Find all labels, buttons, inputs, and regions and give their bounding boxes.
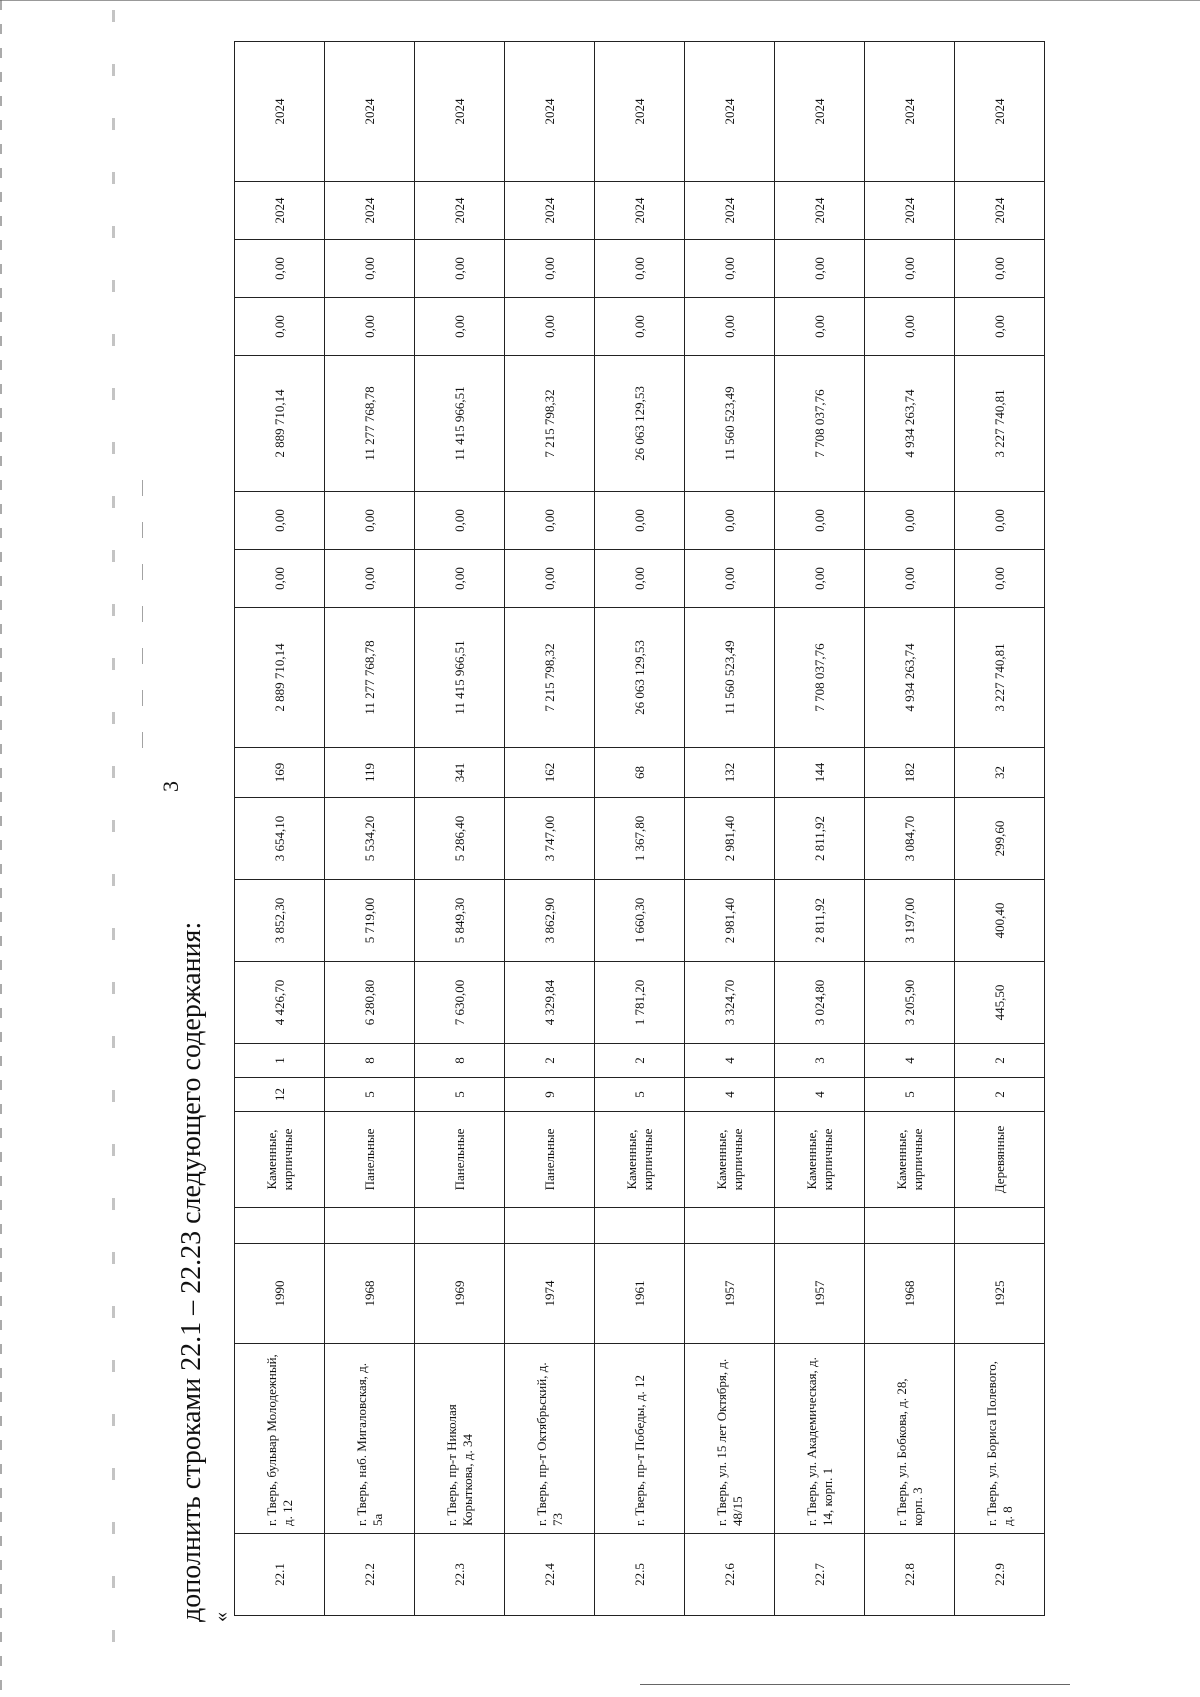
- cell-funds-local: 0,00: [865, 298, 955, 356]
- cell-funds-owners: 2 889 710,14: [235, 356, 325, 492]
- cell-funds-federal: 0,00: [235, 550, 325, 608]
- cell-area-total: 7 630,00: [415, 962, 505, 1044]
- cell-funds-other: 0,00: [775, 240, 865, 298]
- cell-funds-federal: 0,00: [595, 550, 685, 608]
- cell-row-number: 22.1: [235, 1534, 325, 1616]
- cell-row-number: 22.8: [865, 1534, 955, 1616]
- cell-funds-federal: 0,00: [775, 550, 865, 608]
- cell-floors: 5: [595, 1078, 685, 1112]
- cell-floors: 4: [685, 1078, 775, 1112]
- cell-commission-year: 1957: [775, 1244, 865, 1344]
- cell-wall-material: Каменные, кирпичные: [235, 1112, 325, 1208]
- cell-funds-regional: 0,00: [685, 492, 775, 550]
- cell-address: г. Тверь, ул. Бобкова, д. 28, корп. 3: [865, 1344, 955, 1534]
- cell-address: г. Тверь, пр-т Октябрьский, д. 73: [505, 1344, 595, 1534]
- cell-address: г. Тверь, ул. 15 лет Октября, д. 48/15: [685, 1344, 775, 1534]
- cell-commission-year: 1968: [325, 1244, 415, 1344]
- cell-row-number: 22.6: [685, 1534, 775, 1616]
- table-body: [235, 42, 1045, 1616]
- cell-row-number: 22.5: [595, 1534, 685, 1616]
- cell-cost-total: 26 063 129,53: [595, 608, 685, 748]
- cell-entrances: 4: [865, 1044, 955, 1078]
- cell-wall-material: Панельные: [505, 1112, 595, 1208]
- cell-floors: 5: [325, 1078, 415, 1112]
- cell-row-number: 22.3: [415, 1534, 505, 1616]
- table-row: [685, 42, 775, 1616]
- cell-cost-total: 11 415 966,51: [415, 608, 505, 748]
- cell-funds-local: 0,00: [775, 298, 865, 356]
- table-row: [775, 42, 865, 1616]
- cell-year-plan: 2024: [595, 182, 685, 240]
- cell-area-residential: 299,60: [955, 798, 1045, 880]
- cell-cost-total: 7 708 037,76: [775, 608, 865, 748]
- table-row: [865, 42, 955, 1616]
- cell-cost-total: 2 889 710,14: [235, 608, 325, 748]
- cell-area-residential: 2 981,40: [685, 798, 775, 880]
- cell-cost-total: 3 227 740,81: [955, 608, 1045, 748]
- scan-bottom-line: [640, 1684, 1070, 1685]
- cell-funds-federal: 0,00: [955, 550, 1045, 608]
- cell-year-plan: 2024: [505, 182, 595, 240]
- cell-blank: [235, 1208, 325, 1244]
- cell-blank: [505, 1208, 595, 1244]
- cell-commission-year: 1969: [415, 1244, 505, 1344]
- scan-cut-marks: [112, 10, 115, 1680]
- table-row: [955, 42, 1045, 1616]
- cell-area-premises: 2 811,92: [775, 880, 865, 962]
- houses-table: [234, 41, 1045, 1616]
- table-row: [505, 42, 595, 1616]
- cell-entrances: 3: [775, 1044, 865, 1078]
- cell-cost-total: 11 560 523,49: [685, 608, 775, 748]
- cell-residents: 68: [595, 748, 685, 798]
- cell-funds-regional: 0,00: [775, 492, 865, 550]
- cell-year-done: 2024: [595, 42, 685, 182]
- cell-commission-year: 1990: [235, 1244, 325, 1344]
- cell-funds-federal: 0,00: [865, 550, 955, 608]
- cell-area-premises: 2 981,40: [685, 880, 775, 962]
- cell-area-residential: 3 747,00: [505, 798, 595, 880]
- cell-address: г. Тверь, ул. Бориса Полевого, д. 8: [955, 1344, 1045, 1534]
- cell-entrances: 2: [595, 1044, 685, 1078]
- cell-blank: [955, 1208, 1045, 1244]
- cell-year-done: 2024: [955, 42, 1045, 182]
- cell-area-total: 3 024,80: [775, 962, 865, 1044]
- cell-year-plan: 2024: [775, 182, 865, 240]
- cell-wall-material: Деревянные: [955, 1112, 1045, 1208]
- cell-blank: [775, 1208, 865, 1244]
- cell-residents: 182: [865, 748, 955, 798]
- cell-funds-regional: 0,00: [235, 492, 325, 550]
- table-row: [415, 42, 505, 1616]
- cell-cost-total: 11 277 768,78: [325, 608, 415, 748]
- cell-entrances: 1: [235, 1044, 325, 1078]
- cell-funds-owners: 11 277 768,78: [325, 356, 415, 492]
- cell-entrances: 4: [685, 1044, 775, 1078]
- cell-residents: 162: [505, 748, 595, 798]
- cell-area-residential: 3 084,70: [865, 798, 955, 880]
- cell-funds-other: 0,00: [415, 240, 505, 298]
- cell-commission-year: 1974: [505, 1244, 595, 1344]
- cell-floors: 2: [955, 1078, 1045, 1112]
- cell-blank: [685, 1208, 775, 1244]
- cell-area-total: 4 329,84: [505, 962, 595, 1044]
- cell-wall-material: Каменные, кирпичные: [685, 1112, 775, 1208]
- cell-cost-total: 7 215 798,32: [505, 608, 595, 748]
- cell-funds-other: 0,00: [235, 240, 325, 298]
- cell-area-premises: 3 852,30: [235, 880, 325, 962]
- cell-funds-other: 0,00: [505, 240, 595, 298]
- cell-year-plan: 2024: [325, 182, 415, 240]
- cell-wall-material: Панельные: [325, 1112, 415, 1208]
- cell-address: г. Тверь, пр-т Николая Корыткова, д. 34: [415, 1344, 505, 1534]
- cell-funds-regional: 0,00: [415, 492, 505, 550]
- cell-area-residential: 5 534,20: [325, 798, 415, 880]
- cell-funds-other: 0,00: [685, 240, 775, 298]
- cell-funds-regional: 0,00: [955, 492, 1045, 550]
- cell-address: г. Тверь, ул. Академическая, д. 14, корп. 1: [775, 1344, 865, 1534]
- cell-commission-year: 1925: [955, 1244, 1045, 1344]
- cell-funds-local: 0,00: [415, 298, 505, 356]
- cell-funds-local: 0,00: [685, 298, 775, 356]
- cell-blank: [865, 1208, 955, 1244]
- cell-row-number: 22.9: [955, 1534, 1045, 1616]
- cell-year-done: 2024: [505, 42, 595, 182]
- cell-area-total: 6 280,80: [325, 962, 415, 1044]
- cell-funds-local: 0,00: [325, 298, 415, 356]
- cell-entrances: 8: [325, 1044, 415, 1078]
- cell-funds-owners: 7 215 798,32: [505, 356, 595, 492]
- cell-area-premises: 3 862,90: [505, 880, 595, 962]
- cell-residents: 169: [235, 748, 325, 798]
- cell-wall-material: Каменные, кирпичные: [865, 1112, 955, 1208]
- table-row: [325, 42, 415, 1616]
- cell-row-number: 22.7: [775, 1534, 865, 1616]
- scan-left-edge: [0, 0, 2, 1697]
- cell-year-plan: 2024: [685, 182, 775, 240]
- cell-floors: 9: [505, 1078, 595, 1112]
- cell-residents: 341: [415, 748, 505, 798]
- cell-address: г. Тверь, бульвар Молодежный, д. 12: [235, 1344, 325, 1534]
- cell-funds-other: 0,00: [865, 240, 955, 298]
- cell-year-plan: 2024: [415, 182, 505, 240]
- cell-year-done: 2024: [235, 42, 325, 182]
- cell-entrances: 8: [415, 1044, 505, 1078]
- cell-cost-total: 4 934 263,74: [865, 608, 955, 748]
- opening-quote: «: [210, 1612, 232, 1622]
- cell-funds-regional: 0,00: [325, 492, 415, 550]
- cell-year-done: 2024: [325, 42, 415, 182]
- cell-funds-regional: 0,00: [865, 492, 955, 550]
- cell-floors: 5: [415, 1078, 505, 1112]
- cell-year-done: 2024: [685, 42, 775, 182]
- cell-funds-local: 0,00: [235, 298, 325, 356]
- cell-wall-material: Каменные, кирпичные: [595, 1112, 685, 1208]
- cell-area-residential: 1 367,80: [595, 798, 685, 880]
- cell-residents: 32: [955, 748, 1045, 798]
- table-row: [595, 42, 685, 1616]
- cell-residents: 132: [685, 748, 775, 798]
- cell-wall-material: Каменные, кирпичные: [775, 1112, 865, 1208]
- cell-funds-other: 0,00: [325, 240, 415, 298]
- cell-funds-local: 0,00: [505, 298, 595, 356]
- cell-funds-owners: 7 708 037,76: [775, 356, 865, 492]
- cell-area-residential: 3 654,10: [235, 798, 325, 880]
- cell-residents: 144: [775, 748, 865, 798]
- cell-funds-owners: 26 063 129,53: [595, 356, 685, 492]
- cell-row-number: 22.2: [325, 1534, 415, 1616]
- cell-funds-federal: 0,00: [415, 550, 505, 608]
- rotated-content: [158, 62, 1058, 1622]
- cell-year-plan: 2024: [955, 182, 1045, 240]
- cell-residents: 119: [325, 748, 415, 798]
- cell-area-premises: 5 719,00: [325, 880, 415, 962]
- cell-funds-regional: 0,00: [505, 492, 595, 550]
- page-number: 3: [158, 781, 183, 792]
- cell-entrances: 2: [955, 1044, 1045, 1078]
- cell-funds-owners: 3 227 740,81: [955, 356, 1045, 492]
- cell-commission-year: 1961: [595, 1244, 685, 1344]
- cell-row-number: 22.4: [505, 1534, 595, 1616]
- cell-area-residential: 2 811,92: [775, 798, 865, 880]
- cell-area-total: 1 781,20: [595, 962, 685, 1044]
- cell-funds-owners: 4 934 263,74: [865, 356, 955, 492]
- cell-floors: 12: [235, 1078, 325, 1112]
- cell-area-premises: 1 660,30: [595, 880, 685, 962]
- cell-area-total: 445,50: [955, 962, 1045, 1044]
- cell-funds-local: 0,00: [595, 298, 685, 356]
- cell-commission-year: 1968: [865, 1244, 955, 1344]
- cell-area-premises: 400,40: [955, 880, 1045, 962]
- scan-top-edge: [0, 0, 1200, 1]
- cell-blank: [595, 1208, 685, 1244]
- cell-year-plan: 2024: [235, 182, 325, 240]
- cell-year-done: 2024: [415, 42, 505, 182]
- cell-funds-local: 0,00: [955, 298, 1045, 356]
- cell-wall-material: Панельные: [415, 1112, 505, 1208]
- cell-year-done: 2024: [865, 42, 955, 182]
- cell-address: г. Тверь, пр-т Победы, д. 12: [595, 1344, 685, 1534]
- cell-blank: [415, 1208, 505, 1244]
- cell-funds-owners: 11 560 523,49: [685, 356, 775, 492]
- cell-area-total: 3 205,90: [865, 962, 955, 1044]
- cell-funds-other: 0,00: [595, 240, 685, 298]
- cell-funds-regional: 0,00: [595, 492, 685, 550]
- cell-area-total: 4 426,70: [235, 962, 325, 1044]
- cell-funds-owners: 11 415 966,51: [415, 356, 505, 492]
- table-row: [235, 42, 325, 1616]
- scan-mid-marks: [142, 480, 143, 760]
- cell-area-premises: 3 197,00: [865, 880, 955, 962]
- intro-text: дополнить строками 22.1 – 22.23 следующего содержания:: [176, 921, 207, 1622]
- cell-blank: [325, 1208, 415, 1244]
- cell-area-total: 3 324,70: [685, 962, 775, 1044]
- cell-floors: 4: [775, 1078, 865, 1112]
- cell-floors: 5: [865, 1078, 955, 1112]
- cell-address: г. Тверь, наб. Мигаловская, д. 5а: [325, 1344, 415, 1534]
- cell-year-done: 2024: [775, 42, 865, 182]
- cell-area-premises: 5 849,30: [415, 880, 505, 962]
- cell-funds-other: 0,00: [955, 240, 1045, 298]
- cell-commission-year: 1957: [685, 1244, 775, 1344]
- cell-funds-federal: 0,00: [685, 550, 775, 608]
- cell-area-residential: 5 286,40: [415, 798, 505, 880]
- cell-entrances: 2: [505, 1044, 595, 1078]
- cell-year-plan: 2024: [865, 182, 955, 240]
- cell-funds-federal: 0,00: [505, 550, 595, 608]
- cell-funds-federal: 0,00: [325, 550, 415, 608]
